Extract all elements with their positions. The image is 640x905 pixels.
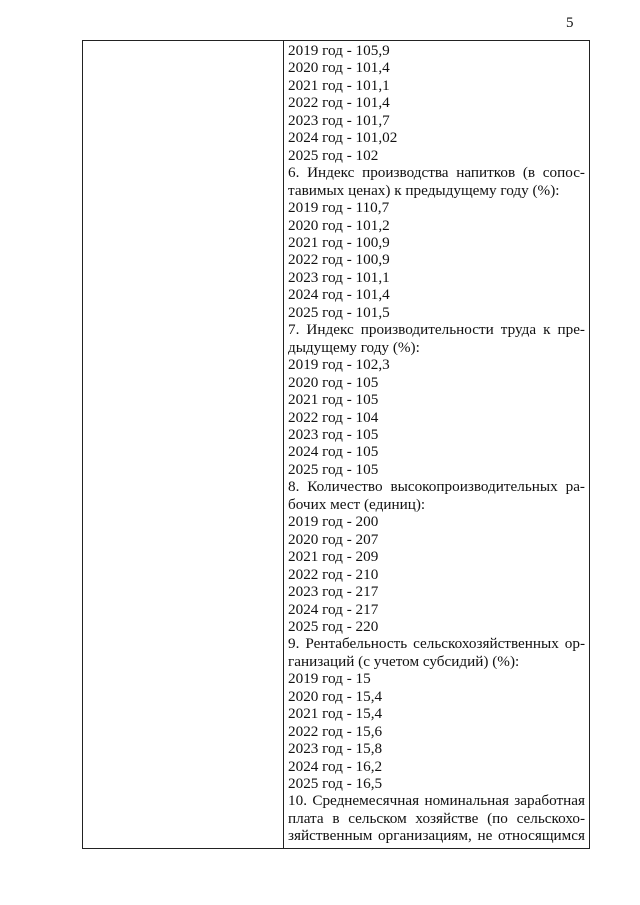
heading-line: 6. Индекс производства напитков (в сопос- xyxy=(288,164,585,182)
list-item: 2020 год - 101,2 xyxy=(288,216,390,234)
list-item: 2020 год - 105 xyxy=(288,373,379,391)
list-item: 2022 год - 210 xyxy=(288,565,379,583)
left-column-cell xyxy=(83,41,284,849)
list-item: 2022 год - 104 xyxy=(288,408,379,426)
list-item: 2025 год - 102 xyxy=(288,146,379,164)
list-item: 2025 год - 101,5 xyxy=(288,303,390,321)
list-item: 2024 год - 217 xyxy=(288,600,379,618)
item-6-heading xyxy=(288,164,585,199)
list-item: 2021 год - 100,9 xyxy=(288,233,390,251)
heading-line: 7. Индекс производительности труда к пре- xyxy=(288,321,585,339)
item-8-years xyxy=(288,513,585,635)
heading-line: зяйственным организациям, не относящимся xyxy=(288,827,585,845)
heading-line: дыдущему году (%): xyxy=(288,338,420,356)
list-item: 2024 год - 101,4 xyxy=(288,286,390,304)
list-item: 2021 год - 15,4 xyxy=(288,705,383,723)
item-7-years xyxy=(288,356,585,478)
list-item: 2022 год - 100,9 xyxy=(288,251,390,269)
list-item: 2020 год - 207 xyxy=(288,530,379,548)
years-start-list xyxy=(288,42,585,164)
item-10-heading xyxy=(288,792,585,844)
list-item: 2021 год - 101,1 xyxy=(288,76,390,94)
list-item: 2019 год - 15 xyxy=(288,670,371,688)
list-item: 2019 год - 102,3 xyxy=(288,356,390,374)
list-item: 2021 год - 209 xyxy=(288,548,379,566)
list-item: 2021 год - 105 xyxy=(288,391,379,409)
heading-line: плата в сельском хозяйстве (по сельскохо- xyxy=(288,809,585,827)
list-item: 2023 год - 105 xyxy=(288,425,379,443)
list-item: 2024 год - 105 xyxy=(288,443,379,461)
list-item: 2024 год - 16,2 xyxy=(288,757,383,775)
list-item: 2023 год - 101,7 xyxy=(288,111,390,129)
item-6-years xyxy=(288,199,585,321)
list-item: 2022 год - 15,6 xyxy=(288,722,383,740)
list-item: 2025 год - 16,5 xyxy=(288,775,383,793)
heading-line: тавимых ценах) к предыдущему году (%): xyxy=(288,181,560,199)
heading-line: бочих мест (единиц): xyxy=(288,495,426,513)
right-column-cell xyxy=(284,41,590,849)
list-item: 2019 год - 110,7 xyxy=(288,199,390,217)
list-item: 2025 год - 220 xyxy=(288,617,379,635)
list-item: 2020 год - 15,4 xyxy=(288,687,383,705)
heading-line: 10. Среднемесячная номинальная заработная xyxy=(288,792,585,810)
list-item: 2019 год - 200 xyxy=(288,513,379,531)
list-item: 2023 год - 15,8 xyxy=(288,740,383,758)
item-9-years xyxy=(288,670,585,792)
item-7-heading xyxy=(288,321,585,356)
list-item: 2023 год - 217 xyxy=(288,583,379,601)
right-column-content xyxy=(284,41,589,848)
indicators-table xyxy=(82,40,590,849)
list-item: 2020 год - 101,4 xyxy=(288,59,390,77)
table-row xyxy=(83,41,590,849)
list-item: 2025 год - 105 xyxy=(288,460,379,478)
item-8-heading xyxy=(288,478,585,513)
list-item: 2024 год - 101,02 xyxy=(288,129,398,147)
heading-line: ганизаций (с учетом субсидий) (%): xyxy=(288,652,520,670)
heading-line: 8. Количество высокопроизводительных ра- xyxy=(288,478,585,496)
list-item: 2022 год - 101,4 xyxy=(288,94,390,112)
list-item: 2023 год - 101,1 xyxy=(288,268,390,286)
list-item: 2019 год - 105,9 xyxy=(288,42,390,59)
page-number: 5 xyxy=(566,15,574,31)
item-9-heading xyxy=(288,635,585,670)
heading-line: 9. Рентабельность сельскохозяйственных ор- xyxy=(288,635,585,653)
